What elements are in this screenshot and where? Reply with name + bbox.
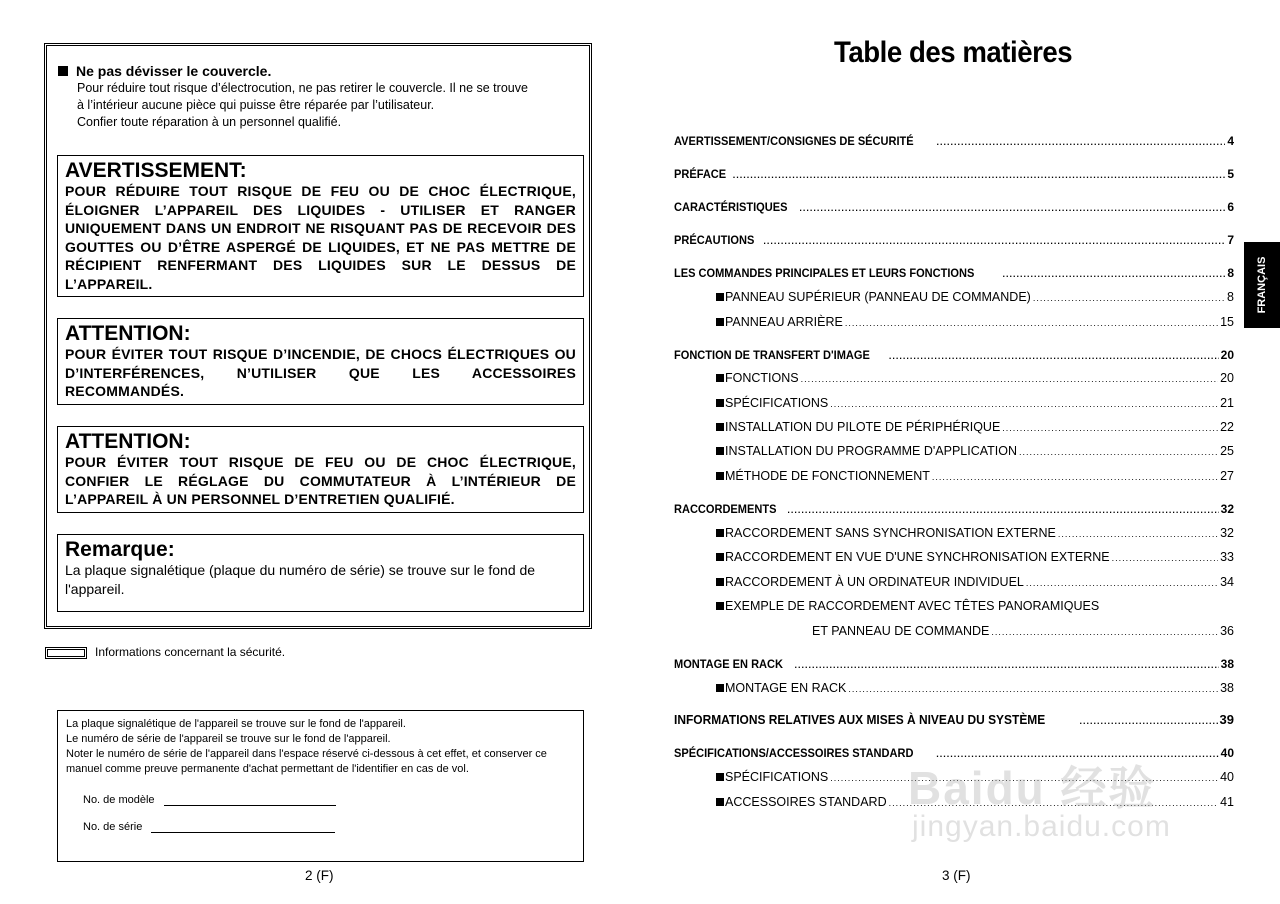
language-tab [1244, 242, 1280, 328]
toc-leader-dots [830, 399, 1218, 409]
toc-entry-page: 6 [1227, 200, 1234, 214]
toc-entry-title: PANNEAU SUPÉRIEUR (PANNEAU DE COMMANDE) [725, 290, 1031, 304]
attention-box-2 [57, 426, 584, 513]
toc-entry-page: 20 [1220, 348, 1234, 362]
serial-number-label: No. de série [83, 821, 143, 833]
toc-entry-page: 32 [1220, 502, 1234, 516]
toc-entry-title: MONTAGE EN RACK [674, 657, 783, 671]
bullet-square-icon [716, 553, 724, 561]
legend-frame-icon [45, 647, 87, 659]
bullet-square-icon [716, 578, 724, 586]
toc-entry[interactable] [812, 624, 1234, 638]
toc-entry[interactable] [674, 502, 1234, 516]
attention-title: ATTENTION: [65, 322, 191, 345]
toc-entry-title: LES COMMANDES PRINCIPALES ET LEURS FONCTIONS [674, 266, 975, 280]
toc-entry[interactable] [716, 444, 1234, 458]
toc-leader-dots [794, 660, 1218, 670]
toc-entry-page: 4 [1227, 134, 1234, 148]
toc-entry[interactable] [674, 233, 1234, 247]
toc-entry-page: 38 [1220, 681, 1234, 695]
toc-leader-dots [1002, 269, 1225, 279]
bullet-square-icon [716, 293, 724, 301]
language-tab-label: FRANÇAIS [1256, 256, 1268, 314]
toc-entry[interactable] [716, 396, 1234, 410]
remarque-title: Remarque: [65, 538, 175, 561]
toc-entry-page: 39 [1219, 712, 1234, 727]
toc-entry-title: ACCESSOIRES STANDARD [725, 795, 887, 809]
page-title: Table des matières [834, 36, 1073, 69]
attention-box-1 [57, 318, 584, 405]
notice-line: Confier toute réparation à un personnel qualifié. [77, 115, 342, 129]
toc-entry[interactable] [716, 599, 1234, 613]
toc-leader-dots [801, 374, 1218, 384]
toc-entry-page: 33 [1220, 550, 1234, 564]
toc-entry-title: AVERTISSEMENT/CONSIGNES DE SÉCURITÉ [674, 134, 914, 148]
toc-entry-page: 20 [1220, 371, 1234, 385]
toc-entry-title: INFORMATIONS RELATIVES AUX MISES À NIVEAU DU SYSTÈME [674, 712, 1046, 727]
toc-entry-title: FONCTIONS [725, 371, 799, 385]
watermark-url: jingyan.baidu.com [912, 810, 1171, 843]
toc-entry-title: RACCORDEMENT À UN ORDINATEUR INDIVIDUEL [725, 575, 1024, 589]
toc-entry-title: RACCORDEMENT EN VUE D'UNE SYNCHRONISATION EXTERNE [725, 550, 1110, 564]
toc-entry-title: INSTALLATION DU PILOTE DE PÉRIPHÉRIQUE [725, 420, 1001, 434]
toc-entry-page: 5 [1227, 167, 1234, 181]
toc-entry[interactable] [674, 200, 1234, 214]
toc-entry-page: 8 [1227, 290, 1234, 304]
toc-leader-dots [1033, 293, 1225, 303]
bullet-square-icon [716, 447, 724, 455]
toc-entry[interactable] [716, 681, 1234, 695]
bullet-square-icon [716, 399, 724, 407]
bullet-square-icon [716, 318, 724, 326]
toc-entry-page: 27 [1220, 469, 1234, 483]
toc-entry-page: 36 [1220, 624, 1234, 638]
toc-entry-page: 8 [1227, 266, 1234, 280]
notice-title: Ne pas dévisser le couvercle. [58, 63, 271, 79]
attention-text: POUR ÉVITER TOUT RISQUE D’INCENDIE, DE CHOCS ÉLECTRIQUES OU D’INTERFÉRENCES, N’UTILISER QUE LES ACCESSOIRES RECOMMANDÉS. [65, 346, 576, 399]
attention-text: POUR ÉVITER TOUT RISQUE DE FEU OU DE CHOC ÉLECTRIQUE, CONFIER LE RÉGLAGE DU COMMUTATEUR À L’INTÉRIEUR DE L’APPAREIL À UN PERSONNEL D’ENTRETIEN QUALIFIÉ. [65, 454, 576, 507]
toc-entry-title: RACCORDEMENTS [674, 502, 777, 516]
toc-entry-page: 25 [1220, 444, 1234, 458]
toc-entry-title: SPÉCIFICATIONS [725, 770, 829, 784]
toc-leader-dots [1026, 578, 1218, 588]
toc-entry-title: FONCTION DE TRANSFERT D'IMAGE [674, 348, 870, 362]
attention-title: ATTENTION: [65, 430, 191, 453]
toc-entry-page: 22 [1220, 420, 1234, 434]
notice-line: Pour réduire tout risque d’électrocution, ne pas retirer le couvercle. Il ne se trouve [77, 81, 528, 95]
serial-line: La plaque signalétique de l'appareil se trouve sur le fond de l'appareil. [66, 718, 406, 730]
toc-entry-title: MONTAGE EN RACK [725, 681, 847, 695]
bullet-square-icon [58, 66, 68, 76]
toc-entry[interactable] [674, 266, 1234, 280]
serial-number-box [57, 710, 584, 862]
toc-entry-page: 41 [1220, 795, 1234, 809]
serial-number-line[interactable] [151, 832, 335, 833]
toc-entry-title: CARACTÉRISTIQUES [674, 200, 788, 214]
remarque-box [57, 534, 584, 612]
toc-entry[interactable] [674, 348, 1234, 362]
toc-leader-dots [1112, 553, 1218, 563]
toc-leader-dots [799, 203, 1225, 213]
toc-entry[interactable] [716, 575, 1234, 589]
toc-entry-page: 32 [1220, 526, 1234, 540]
toc-entry-title: MÉTHODE DE FONCTIONNEMENT [725, 469, 930, 483]
model-number-line[interactable] [164, 805, 336, 806]
toc-entry-page: 40 [1220, 770, 1234, 784]
serial-line: Le numéro de série de l'appareil se trouve sur le fond de l'appareil. [66, 733, 391, 745]
toc-entry-page: 15 [1220, 315, 1234, 329]
toc-entry[interactable] [716, 290, 1234, 304]
toc-entry-page: 34 [1220, 575, 1234, 589]
toc-leader-dots [1019, 447, 1218, 457]
serial-line: Noter le numéro de série de l'appareil dans l'espace réservé ci-dessous à cet effet, et conserver ce [66, 748, 547, 760]
toc-leader-dots [1002, 423, 1218, 433]
serial-line: manuel comme preuve permanente d'achat permettant de l'identifier en cas de vol. [66, 763, 469, 775]
toc-entry-page: 40 [1220, 746, 1234, 760]
toc-leader-dots [845, 318, 1218, 328]
legend-text: Informations concernant la sécurité. [95, 645, 286, 659]
avertissement-title: AVERTISSEMENT: [65, 159, 247, 182]
bullet-square-icon [716, 529, 724, 537]
toc-entry[interactable] [674, 657, 1234, 671]
toc-entry-title: PRÉCAUTIONS [674, 233, 755, 247]
toc-entry-title: EXEMPLE DE RACCORDEMENT AVEC TÊTES PANORAMIQUES [725, 599, 1100, 613]
toc-leader-dots [787, 505, 1218, 515]
toc-entry[interactable] [674, 712, 1234, 727]
toc-entry-page: 38 [1220, 657, 1234, 671]
toc-leader-dots [848, 684, 1218, 694]
model-number-label: No. de modèle [83, 794, 155, 806]
toc-entry-title: PRÉFACE [674, 167, 727, 181]
toc-entry[interactable] [716, 469, 1234, 483]
toc-entry-page: 21 [1220, 396, 1234, 410]
toc-leader-dots [932, 472, 1218, 482]
toc-entry[interactable] [716, 420, 1234, 434]
remarque-text: La plaque signalétique (plaque du numéro de série) se trouve sur le fond de l'appareil. [65, 562, 536, 597]
bullet-square-icon [716, 423, 724, 431]
toc-entry-title: SPÉCIFICATIONS [725, 396, 829, 410]
toc-entry-title: INSTALLATION DU PROGRAMME D'APPLICATION [725, 444, 1018, 458]
toc-leader-dots [1058, 529, 1218, 539]
bullet-square-icon [716, 374, 724, 382]
toc-entry-title: ET PANNEAU DE COMMANDE [812, 624, 990, 638]
bullet-square-icon [716, 773, 724, 781]
toc-entry-page: 7 [1227, 233, 1234, 247]
toc-leader-dots [889, 351, 1219, 361]
toc-entry-title: RACCORDEMENT SANS SYNCHRONISATION EXTERNE [725, 526, 1056, 540]
toc-leader-dots [1080, 716, 1218, 726]
avertissement-box [57, 155, 584, 297]
bullet-square-icon [716, 602, 724, 610]
toc-entry[interactable] [674, 134, 1234, 148]
page-number: 3 (F) [942, 868, 971, 883]
bullet-square-icon [716, 472, 724, 480]
toc-leader-dots [733, 170, 1226, 180]
model-number-field[interactable] [83, 794, 336, 806]
avertissement-text: POUR RÉDUIRE TOUT RISQUE DE FEU OU DE CHOC ÉLECTRIQUE, ÉLOIGNER L’APPAREIL DES LIQUIDES - UTILISER ET RANGER UNIQUEMENT DANS UN ENDROIT NE RISQUANT PAS DE RECEVOIR DES GOUTTES OU D’ÊTRE ASPERGÉ DE LIQUIDES, ET NE PAS METTRE DE RÉCIPIENT RENFERMANT DES LIQUIDES SUR LE DESSUS DE L’APPAREIL. [65, 183, 576, 292]
notice-line: à l’intérieur aucune pièce qui puisse être réparée par l’utilisateur. [77, 98, 435, 112]
bullet-square-icon [716, 798, 724, 806]
toc-entry[interactable] [674, 167, 1234, 181]
toc-entry-title: PANNEAU ARRIÈRE [725, 315, 843, 329]
page-number: 2 (F) [305, 868, 334, 883]
toc-leader-dots [763, 236, 1225, 246]
toc-entry[interactable] [716, 371, 1234, 385]
toc-entry[interactable] [716, 526, 1234, 540]
bullet-square-icon [716, 684, 724, 692]
toc-entry[interactable] [716, 550, 1234, 564]
toc-entry[interactable] [716, 315, 1234, 329]
serial-number-field[interactable] [83, 821, 335, 833]
toc-leader-dots [991, 627, 1218, 637]
watermark-logo: Baidu 经验 [908, 762, 1157, 814]
toc-leader-dots [936, 137, 1225, 147]
toc-entry-title: SPÉCIFICATIONS/ACCESSOIRES STANDARD [674, 746, 914, 760]
